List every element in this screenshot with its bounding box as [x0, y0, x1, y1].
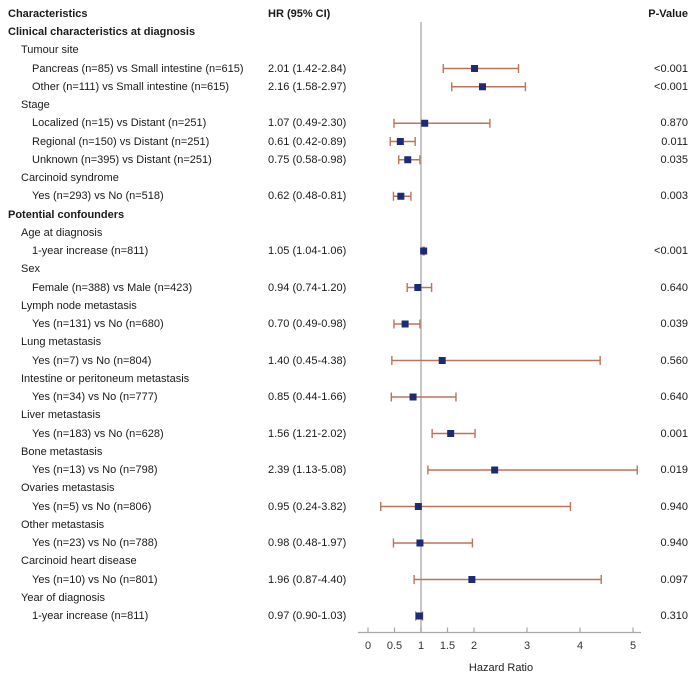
p-value: 0.560 [660, 354, 688, 367]
p-value: 0.870 [660, 117, 688, 130]
point-marker [447, 430, 454, 437]
row-label: Clinical characteristics at diagnosis [8, 26, 196, 38]
p-value: <0.001 [654, 80, 688, 93]
column-header-characteristics: Characteristics [8, 8, 88, 20]
row-label: Lung metastasis [21, 336, 102, 349]
row-label: Yes (n=7) vs No (n=804) [32, 354, 152, 367]
row-label: Other (n=111) vs Small intestine (n=615) [32, 80, 230, 93]
row-label: Yes (n=23) vs No (n=788) [32, 537, 158, 549]
point-marker [397, 138, 404, 145]
p-value: 0.640 [660, 391, 688, 403]
row-label: Year of diagnosis [21, 591, 105, 604]
row-label: Female (n=388) vs Male (n=423) [32, 281, 193, 294]
p-value: 0.003 [660, 190, 688, 203]
x-axis-tick-label: 1.5 [439, 640, 456, 652]
row-label: Potential confounders [8, 208, 125, 221]
point-marker [410, 394, 417, 401]
point-marker [402, 321, 409, 328]
p-value: 0.011 [661, 135, 688, 148]
row-label: Sex [21, 263, 40, 276]
row-label: Stage [21, 99, 50, 111]
row-label: Yes (n=5) vs No (n=806) [32, 500, 152, 513]
point-marker [416, 613, 423, 620]
p-value: <0.001 [654, 62, 688, 75]
hr-ci-value: 2.01 (1.42-2.84) [268, 62, 347, 75]
point-marker [414, 284, 421, 291]
p-value: 0.035 [660, 153, 688, 166]
p-value: 0.940 [660, 537, 688, 549]
point-marker [404, 156, 411, 163]
hr-ci-value: 0.61 (0.42-0.89) [268, 135, 347, 148]
hr-ci-value: 0.94 (0.74-1.20) [268, 281, 347, 294]
row-label: Yes (n=183) vs No (n=628) [32, 427, 164, 440]
x-axis-tick-label: 5 [629, 640, 637, 652]
row-label: Localized (n=15) vs Distant (n=251) [32, 117, 207, 130]
row-label: 1-year increase (n=811) [32, 610, 149, 622]
point-marker [479, 83, 486, 90]
p-value: 0.940 [660, 500, 688, 513]
hr-ci-value: 1.56 (1.21-2.02) [268, 427, 347, 440]
point-marker [416, 540, 423, 547]
hr-ci-value: 1.05 (1.04-1.06) [268, 245, 347, 257]
x-axis-title: Hazard Ratio [468, 662, 534, 674]
row-label: Yes (n=13) vs No (n=798) [32, 464, 158, 476]
x-axis-tick-label: 1 [417, 640, 425, 652]
hr-ci-value: 0.98 (0.48-1.97) [268, 537, 347, 549]
x-axis-tick-label: 0 [364, 640, 372, 652]
hr-ci-value: 0.95 (0.24-3.82) [268, 500, 347, 513]
x-axis-tick-label: 4 [576, 640, 584, 652]
hr-ci-value: 0.62 (0.48-0.81) [268, 190, 347, 203]
row-label: Intestine or peritoneum metastasis [21, 372, 190, 385]
hr-ci-value: 1.96 (0.87-4.40) [268, 573, 347, 586]
hr-ci-value: 0.97 (0.90-1.03) [268, 610, 347, 622]
column-header-p-value: P-Value [648, 8, 688, 20]
p-value: 0.001 [660, 427, 688, 440]
p-value: <0.001 [654, 245, 688, 257]
point-marker [439, 357, 446, 364]
hr-ci-value: 0.85 (0.44-1.66) [268, 391, 347, 403]
hr-ci-value: 0.70 (0.49-0.98) [268, 318, 347, 330]
row-label: Yes (n=10) vs No (n=801) [32, 573, 158, 586]
row-label: Yes (n=131) vs No (n=680) [32, 318, 164, 330]
row-label: Regional (n=150) vs Distant (n=251) [32, 135, 210, 148]
row-label: Carcinoid syndrome [21, 172, 119, 184]
row-label: Lymph node metastasis [21, 299, 137, 312]
point-marker [420, 248, 427, 255]
point-marker [468, 576, 475, 583]
point-marker [421, 120, 428, 127]
p-value: 0.039 [660, 318, 688, 330]
hr-ci-value: 1.07 (0.49-2.30) [268, 117, 347, 130]
p-value: 0.310 [660, 610, 688, 622]
row-label: Yes (n=34) vs No (n=777) [32, 391, 158, 403]
row-label: Liver metastasis [21, 409, 101, 422]
x-axis-tick-label: 0.5 [386, 640, 403, 652]
x-axis-tick-label: 3 [523, 640, 531, 652]
row-label: Carcinoid heart disease [21, 555, 137, 568]
row-label: Pancreas (n=85) vs Small intestine (n=615) [32, 62, 244, 75]
row-label: Yes (n=293) vs No (n=518) [32, 190, 164, 203]
column-header-hr-ci: HR (95% CI) [268, 8, 331, 20]
p-value: 0.097 [660, 573, 688, 586]
point-marker [471, 65, 478, 72]
row-label: Bone metastasis [21, 445, 103, 458]
hr-ci-value: 1.40 (0.45-4.38) [268, 354, 347, 367]
point-marker [415, 503, 422, 510]
row-label: Other metastasis [21, 518, 105, 531]
row-label: Age at diagnosis [21, 226, 103, 239]
point-marker [397, 193, 404, 200]
row-label: Unknown (n=395) vs Distant (n=251) [32, 153, 212, 166]
x-axis-tick-label: 2 [470, 640, 478, 652]
point-marker [491, 467, 498, 474]
row-label: 1-year increase (n=811) [32, 245, 149, 257]
hr-ci-value: 0.75 (0.58-0.98) [268, 153, 347, 166]
hr-ci-value: 2.16 (1.58-2.97) [268, 80, 347, 93]
row-label: Ovaries metastasis [21, 482, 115, 495]
p-value: 0.640 [660, 281, 688, 294]
p-value: 0.019 [660, 464, 688, 476]
hr-ci-value: 2.39 (1.13-5.08) [268, 464, 347, 476]
row-label: Tumour site [21, 44, 79, 57]
